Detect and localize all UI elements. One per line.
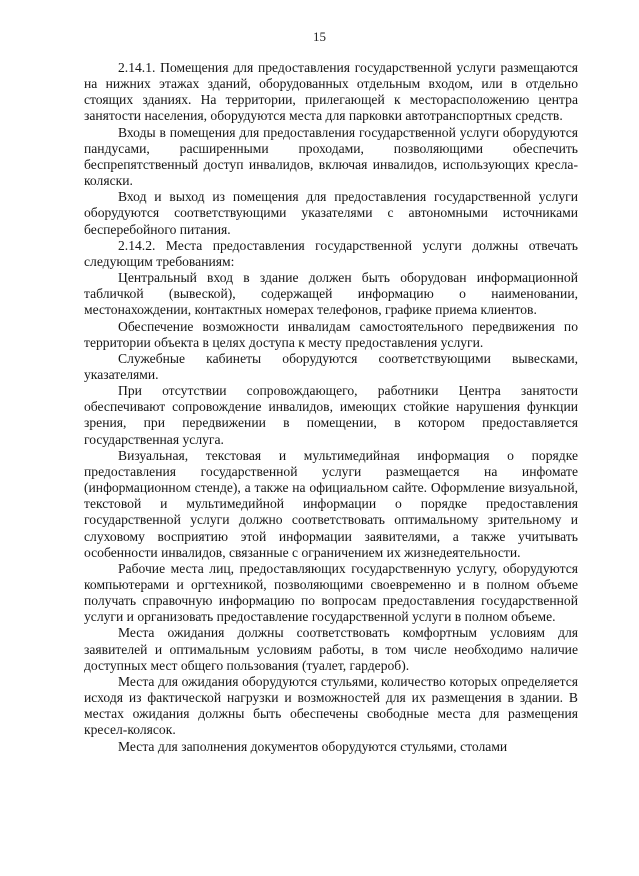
paragraph-waiting-seats: Места для ожидания оборудуются стульями, количество которых определяется исходя из фактической нагрузки и возможностей для их размещения в здании. В местах ожидания должны быть обеспечены свободные места для размещения кресел-колясок. [84,673,578,738]
paragraph-2-14-2: 2.14.2. Места предоставления государственной услуги должны отвечать следующим требованиям: [84,237,578,269]
paragraph-entrances: Входы в помещения для предоставления государственной услуги оборудуются пандусами, расширенными проходами, позволяющими обеспечить беспрепятственный доступ инвалидов, включая инвалидов, использующих кресла-коляски. [84,124,578,189]
paragraph-2-14-1: 2.14.1. Помещения для предоставления государственной услуги размещаются на нижних этажах зданий, оборудованных отдельным входом, или в отдельно стоящих зданиях. На территории, прилегающей к месторасположению центра занятости населения, оборудуются места для парковки автотранспортных средств. [84,60,578,124]
paragraph-escort: При отсутствии сопровождающего, работники Центра занятости обеспечивают сопровождение инвалидов, имеющих стойкие нарушения функции зрения, при передвижении в помещении, в котором предоставляется государственная услуга. [84,383,578,447]
document-body [84,60,578,755]
paragraph-documents: Места для заполнения документов оборудуются стульями, столами [118,738,508,754]
paragraph-mobility: Обеспечение возможности инвалидам самостоятельного передвижения по территории объекта в целях доступа к месту предоставления услуги. [84,318,578,350]
paragraph-offices: Служебные кабинеты оборудуются соответствующими вывесками, указателями. [84,350,578,382]
paragraph-central-entrance: Центральный вход в здание должен быть оборудован информационной табличкой (вывеской), содержащей информацию о наименовании, местонахождении, контактных номерах телефонов, графике приема клиентов. [84,270,578,318]
paragraph-workplaces: Рабочие места лиц, предоставляющих государственную услугу, оборудуются компьютерами и оргтехникой, позволяющими своевременно и в полном объеме получать справочную информацию по вопросам предоставления государственной услуги и организовать предоставление государственной услуги в полном объеме. [84,560,578,625]
paragraph-visual-info: Визуальная, текстовая и мультимедийная информация о порядке предоставления государственной услуги размещается на инфомате (информационном стенде), а также на официальном сайте. Оформление визуальной, текстовой и мультимедийной информации о порядке предоставления государственной услуги должно соответствовать оптимальному зрительному и слуховому восприятию этой информации заявителями, а также учитывать особенности инвалидов, связанные с ограничением их жизнедеятельности. [84,447,578,560]
paragraph-entry-exit: Вход и выход из помещения для предоставления государственной услуги оборудуются соответствующими указателями с автономными источниками бесперебойного питания. [84,189,578,237]
page-number: 15 [313,29,326,44]
paragraph-waiting-areas: Места ожидания должны соответствовать комфортным условиям для заявителей и оптимальным условиям работы, в том числе необходимо наличие доступных мест общего пользования (туалет, гардероб). [84,625,578,673]
